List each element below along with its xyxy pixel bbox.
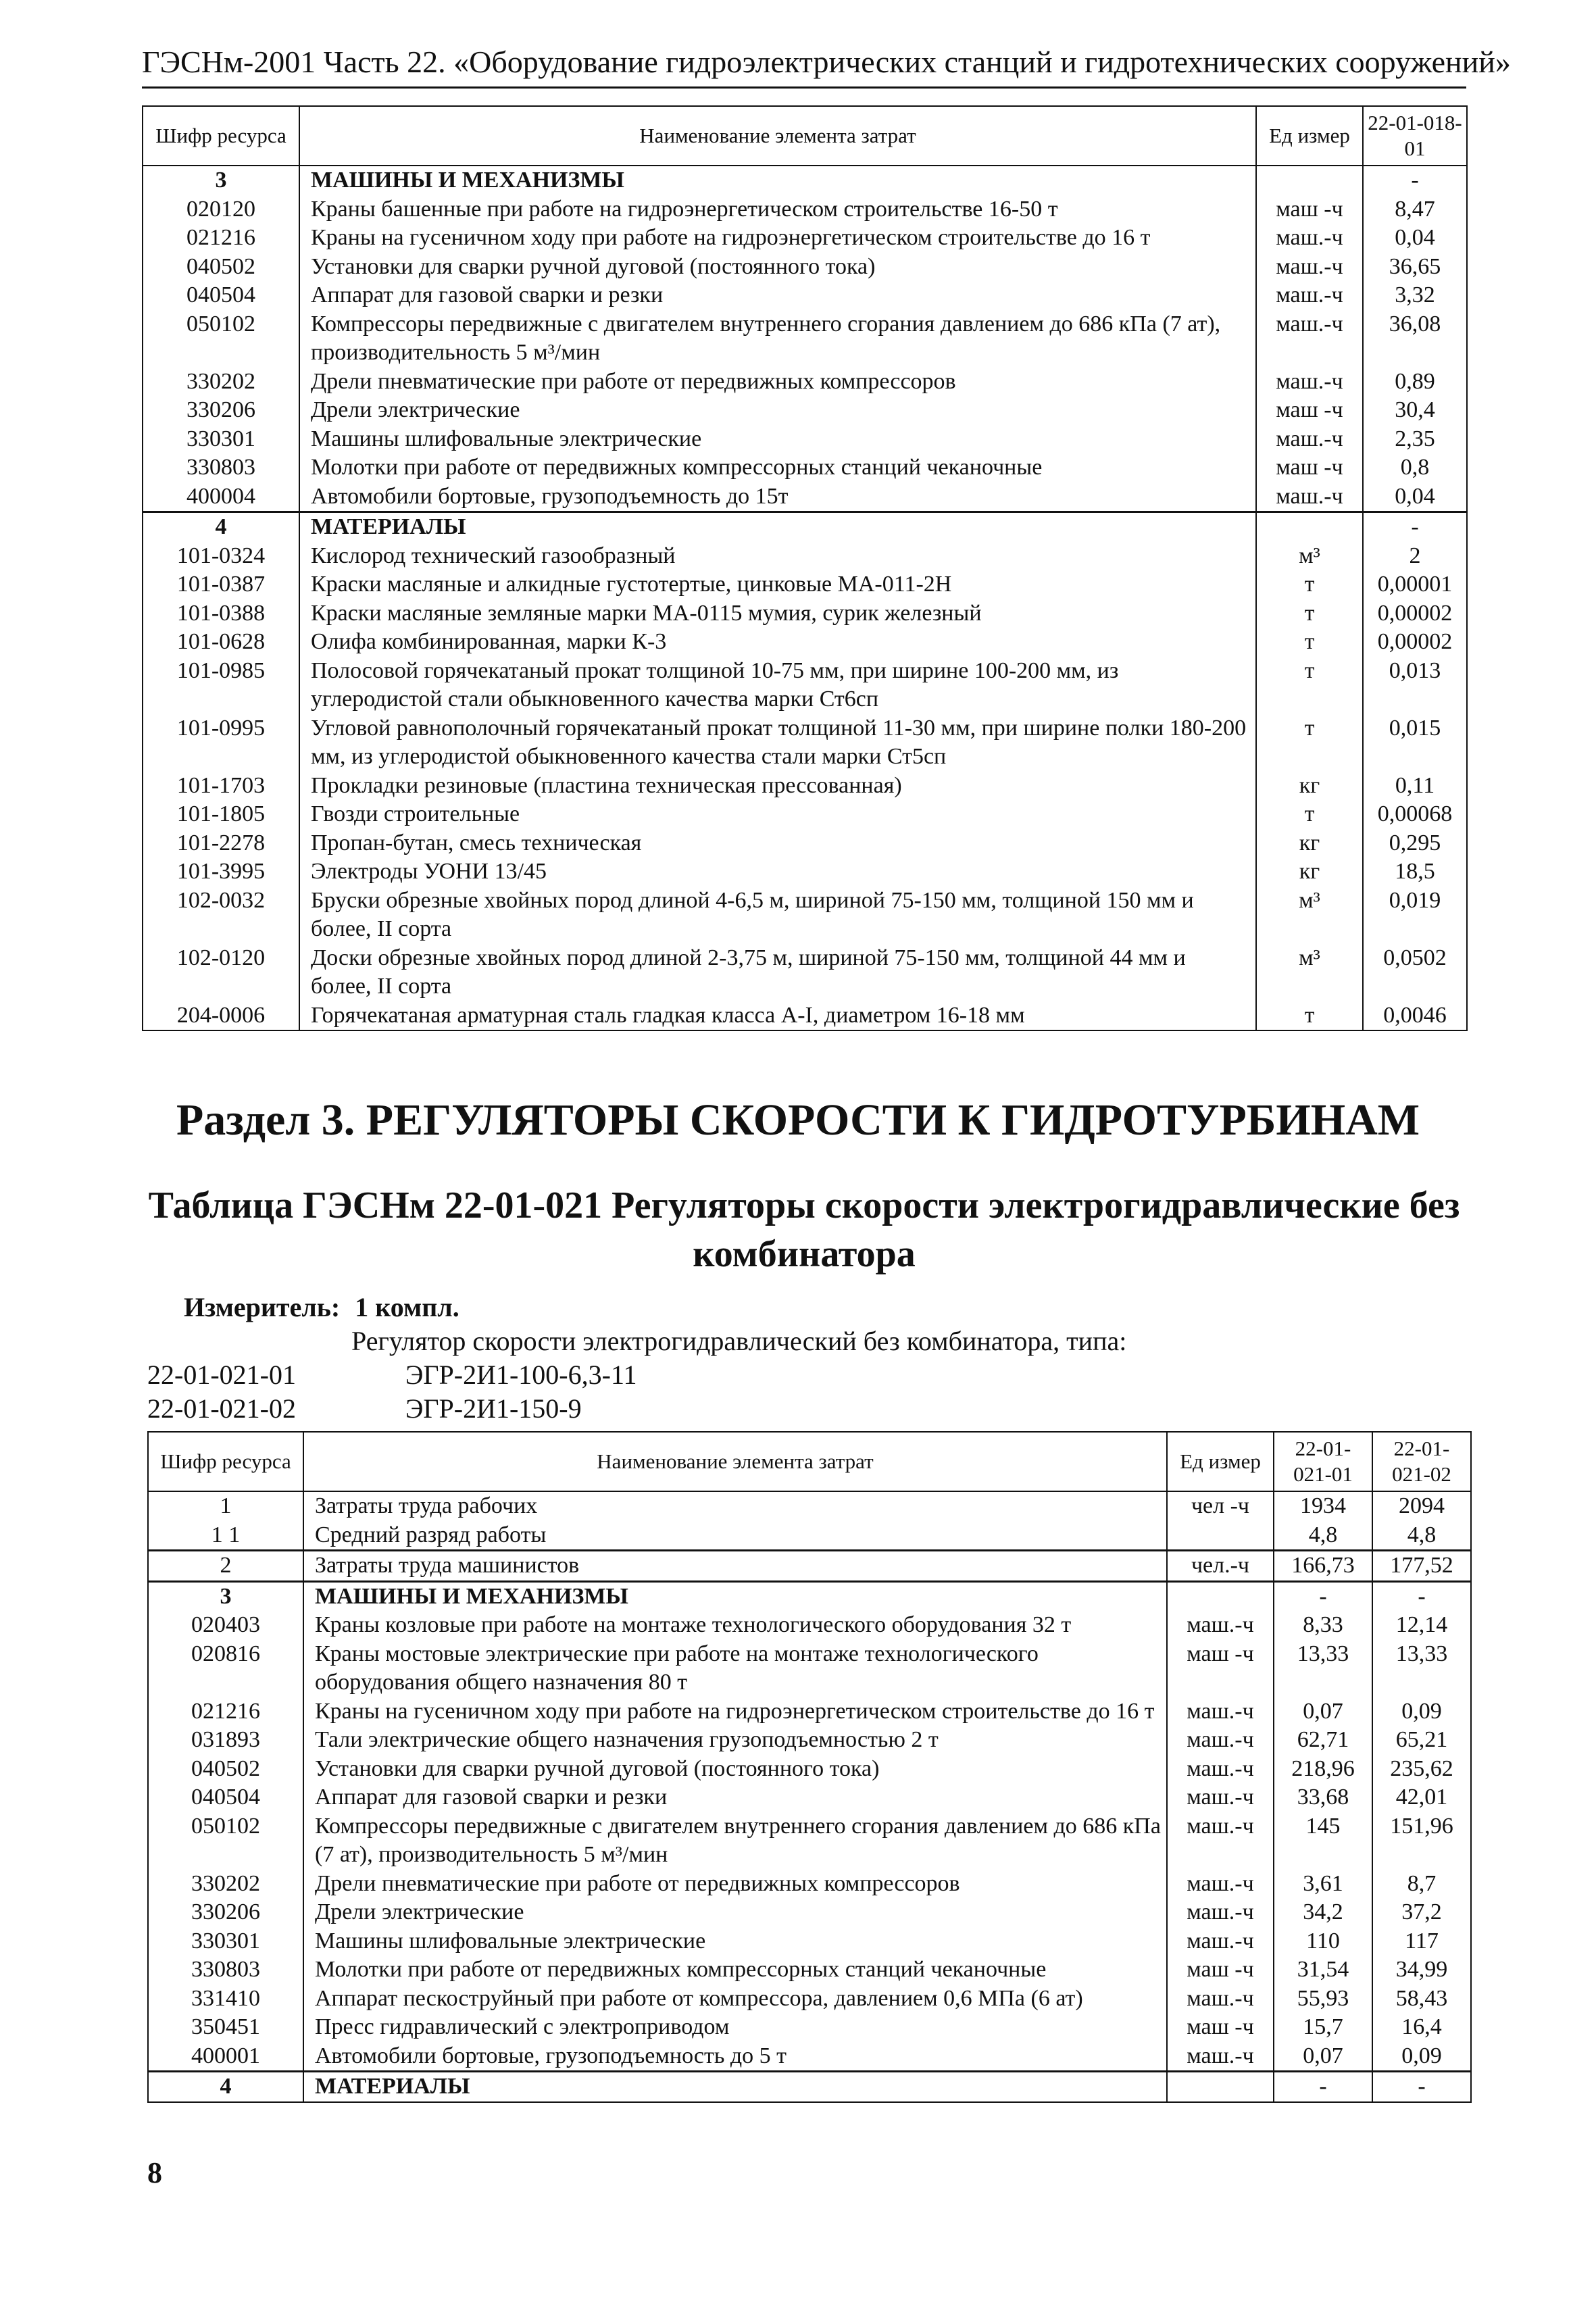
table-row — [148, 1755, 1471, 1784]
resource-code: 040504 — [143, 281, 299, 310]
table-row — [143, 253, 1467, 282]
resource-code: 400001 — [148, 2042, 303, 2072]
resource-value: 0,019 — [1363, 887, 1467, 944]
table-row — [148, 1927, 1471, 1956]
header-code: Шифр ресурса — [143, 106, 299, 166]
table-row — [148, 1697, 1471, 1726]
resource-value-2: 58,43 — [1372, 1985, 1471, 2014]
variant-row — [147, 1392, 582, 1426]
resource-name: Краны на гусеничном ходу при работе на гидроэнергетическом строительстве до 16 т — [303, 1697, 1167, 1726]
resource-unit: маш.-ч — [1167, 1697, 1274, 1726]
resource-table-021 — [147, 1431, 1472, 2103]
resource-value: 36,65 — [1363, 253, 1467, 282]
resource-value-2: 13,33 — [1372, 1640, 1471, 1697]
resource-code: 101-0324 — [143, 542, 299, 571]
resource-name: Доски обрезные хвойных пород длиной 2-3,75 м, шириной 75-150 мм, толщиной 44 мм и более, II сорта — [299, 944, 1256, 1001]
resource-code: 3 — [143, 166, 299, 195]
resource-value-1: 218,96 — [1274, 1755, 1372, 1784]
resource-value: 0,00002 — [1363, 628, 1467, 657]
resource-value-2: 42,01 — [1372, 1783, 1471, 1812]
resource-value-2: 37,2 — [1372, 1898, 1471, 1927]
resource-value-1: 3,61 — [1274, 1870, 1372, 1899]
resource-unit: кг — [1256, 829, 1363, 858]
table-row — [148, 2042, 1471, 2072]
table-row — [148, 1985, 1471, 2014]
table-row — [148, 1870, 1471, 1899]
resource-code: 101-1703 — [143, 772, 299, 801]
table-row — [143, 829, 1467, 858]
resource-unit: м³ — [1256, 542, 1363, 571]
running-header: ГЭСНм-2001 Часть 22. «Оборудование гидроэлектрических станций и гидротехнических сооружений» — [142, 45, 1511, 79]
resource-code: 101-1805 — [143, 800, 299, 829]
resource-unit: т — [1256, 800, 1363, 829]
table-row — [148, 2072, 1471, 2102]
table-row — [143, 599, 1467, 628]
resource-name: Краны на гусеничном ходу при работе на гидроэнергетическом строительстве до 16 т — [299, 224, 1256, 253]
resource-value-2: - — [1372, 1581, 1471, 1611]
resource-name: Компрессоры передвижные с двигателем внутреннего сгорания давлением до 686 кПа (7 ат), производительность 5 м³/мин — [303, 1812, 1167, 1870]
resource-value-2: 2094 — [1372, 1491, 1471, 1521]
table-row — [143, 800, 1467, 829]
resource-code: 102-0032 — [143, 887, 299, 944]
table-row — [143, 887, 1467, 944]
resource-value: - — [1363, 512, 1467, 542]
resource-name: Краны козловые при работе на монтаже технологического оборудования 32 т — [303, 1611, 1167, 1640]
resource-value: 30,4 — [1363, 396, 1467, 425]
table-row — [143, 628, 1467, 657]
header-unit: Ед измер — [1167, 1432, 1274, 1491]
resource-value: 18,5 — [1363, 857, 1467, 887]
resource-value-1: - — [1274, 1581, 1372, 1611]
resource-unit: маш -ч — [1256, 195, 1363, 224]
resource-value-1: 1934 — [1274, 1491, 1372, 1521]
table-row — [143, 944, 1467, 1001]
table-row — [148, 1551, 1471, 1582]
resource-code: 040502 — [143, 253, 299, 282]
resource-unit: т — [1256, 628, 1363, 657]
resource-code: 330803 — [148, 1956, 303, 1985]
resource-unit: маш.-ч — [1256, 425, 1363, 454]
resource-name: Автомобили бортовые, грузоподъемность до 15т — [299, 482, 1256, 512]
resource-value: 0,04 — [1363, 224, 1467, 253]
resource-code: 330202 — [148, 1870, 303, 1899]
resource-code: 2 — [148, 1551, 303, 1582]
resource-value-2: 34,99 — [1372, 1956, 1471, 1985]
resource-code: 1 — [148, 1491, 303, 1521]
resource-code: 1 1 — [148, 1521, 303, 1551]
header-name: Наименование элемента затрат — [299, 106, 1256, 166]
resource-value-1: 34,2 — [1274, 1898, 1372, 1927]
table-row — [143, 281, 1467, 310]
resource-name: Бруски обрезные хвойных пород длиной 4-6,5 м, шириной 75-150 мм, толщиной 150 мм и более, II сорта — [299, 887, 1256, 944]
resource-code: 101-0995 — [143, 714, 299, 772]
resource-value: 0,295 — [1363, 829, 1467, 858]
resource-unit: маш.-ч — [1167, 1927, 1274, 1956]
resource-code: 400004 — [143, 482, 299, 512]
resource-unit: маш -ч — [1167, 2013, 1274, 2042]
resource-value: 0,00002 — [1363, 599, 1467, 628]
resource-code: 331410 — [148, 1985, 303, 2014]
resource-unit: т — [1256, 1001, 1363, 1031]
resource-name: Прокладки резиновые (пластина техническая прессованная) — [299, 772, 1256, 801]
resource-name: Олифа комбинированная, марки К-3 — [299, 628, 1256, 657]
variant-title: Регулятор скорости электрогидравлический без комбинатора, типа: — [351, 1326, 1127, 1356]
resource-name: Машины шлифовальные электрические — [299, 425, 1256, 454]
table-header-row — [148, 1432, 1471, 1491]
resource-value: 36,08 — [1363, 310, 1467, 368]
header-norm-col-2: 22-01-021-02 — [1372, 1432, 1471, 1491]
variant-type: ЭГР-2И1-100-6,3-11 — [405, 1360, 637, 1390]
variant-code: 22-01-021-02 — [147, 1393, 296, 1424]
resource-value: 2 — [1363, 542, 1467, 571]
resource-name: Электроды УОНИ 13/45 — [299, 857, 1256, 887]
resource-name: Установки для сварки ручной дуговой (постоянного тока) — [299, 253, 1256, 282]
resource-unit: м³ — [1256, 887, 1363, 944]
table-row — [143, 224, 1467, 253]
resource-unit: маш -ч — [1256, 396, 1363, 425]
resource-code: 204-0006 — [143, 1001, 299, 1031]
resource-name: Пресс гидравлический с электроприводом — [303, 2013, 1167, 2042]
resource-code: 330206 — [148, 1898, 303, 1927]
table-title: Таблица ГЭСНм 22-01-021 Регуляторы скорости электрогидравлические без комбинатора — [148, 1185, 1460, 1275]
resource-code: 4 — [148, 2072, 303, 2102]
resource-value-1: 166,73 — [1274, 1551, 1372, 1582]
resource-unit — [1167, 1581, 1274, 1611]
resource-value-1: 62,71 — [1274, 1726, 1372, 1755]
resource-code: 330202 — [143, 368, 299, 397]
header-name: Наименование элемента затрат — [303, 1432, 1167, 1491]
table-row — [143, 453, 1467, 482]
table-row — [143, 482, 1467, 512]
resource-code: 020120 — [143, 195, 299, 224]
resource-value: - — [1363, 166, 1467, 195]
table-row — [148, 1611, 1471, 1640]
resource-name: Аппарат для газовой сварки и резки — [303, 1783, 1167, 1812]
resource-unit — [1256, 166, 1363, 195]
page-number: 8 — [147, 2156, 162, 2189]
resource-value-1: 15,7 — [1274, 2013, 1372, 2042]
resource-value-2: 16,4 — [1372, 2013, 1471, 2042]
table-row — [143, 310, 1467, 368]
resource-unit — [1256, 512, 1363, 542]
resource-value: 0,015 — [1363, 714, 1467, 772]
variant-type: ЭГР-2И1-150-9 — [405, 1393, 582, 1424]
resource-name: МАТЕРИАЛЫ — [299, 512, 1256, 542]
resource-value-2: 235,62 — [1372, 1755, 1471, 1784]
resource-value-2: 12,14 — [1372, 1611, 1471, 1640]
resource-name: Затраты труда машинистов — [303, 1551, 1167, 1582]
resource-name: МАТЕРИАЛЫ — [303, 2072, 1167, 2102]
resource-value: 0,00068 — [1363, 800, 1467, 829]
resource-unit: чел -ч — [1167, 1491, 1274, 1521]
table-row — [148, 1812, 1471, 1870]
resource-value: 0,013 — [1363, 657, 1467, 714]
resource-code: 101-0388 — [143, 599, 299, 628]
resource-value-1: 31,54 — [1274, 1956, 1372, 1985]
resource-value-1: - — [1274, 2072, 1372, 2102]
resource-unit: маш -ч — [1167, 1640, 1274, 1697]
resource-name: Краны мостовые электрические при работе на монтаже технологического оборудования общего назначения 80 т — [303, 1640, 1167, 1697]
table-row — [143, 570, 1467, 599]
resource-name: Краны башенные при работе на гидроэнергетическом строительстве 16-50 т — [299, 195, 1256, 224]
resource-name: Полосовой горячекатаный прокат толщиной 10-75 мм, при ширине 100-200 мм, из углеродистой стали обыкновенного качества марки Ст6сп — [299, 657, 1256, 714]
resource-name: Тали электрические общего назначения грузоподъемностью 2 т — [303, 1726, 1167, 1755]
table-row — [148, 1581, 1471, 1611]
resource-value: 0,04 — [1363, 482, 1467, 512]
header-unit: Ед измер — [1256, 106, 1363, 166]
table-row — [143, 1001, 1467, 1031]
header-rule — [142, 86, 1466, 89]
resource-name: Затраты труда рабочих — [303, 1491, 1167, 1521]
resource-value-2: 0,09 — [1372, 2042, 1471, 2072]
resource-unit: м³ — [1256, 944, 1363, 1001]
table-row — [148, 1726, 1471, 1755]
resource-code: 3 — [148, 1581, 303, 1611]
table-row — [148, 1521, 1471, 1551]
table-row — [148, 2013, 1471, 2042]
table-row — [143, 368, 1467, 397]
table-row — [143, 425, 1467, 454]
resource-value-2: 4,8 — [1372, 1521, 1471, 1551]
resource-code: 101-2278 — [143, 829, 299, 858]
resource-code: 021216 — [148, 1697, 303, 1726]
resource-name: Дрели электрические — [299, 396, 1256, 425]
table-row — [143, 714, 1467, 772]
resource-unit: т — [1256, 657, 1363, 714]
resource-value-2: 117 — [1372, 1927, 1471, 1956]
resource-code: 050102 — [148, 1812, 303, 1870]
resource-name: Пропан-бутан, смесь техническая — [299, 829, 1256, 858]
resource-unit: маш -ч — [1256, 453, 1363, 482]
table-row — [143, 396, 1467, 425]
resource-name: Средний разряд работы — [303, 1521, 1167, 1551]
resource-value-1: 110 — [1274, 1927, 1372, 1956]
resource-unit: маш.-ч — [1167, 1783, 1274, 1812]
resource-unit: маш.-ч — [1256, 224, 1363, 253]
resource-unit: маш.-ч — [1256, 368, 1363, 397]
resource-unit — [1167, 1521, 1274, 1551]
resource-code: 020816 — [148, 1640, 303, 1697]
resource-value: 0,0046 — [1363, 1001, 1467, 1031]
resource-code: 330206 — [143, 396, 299, 425]
resource-name: Горячекатаная арматурная сталь гладкая класса А-I, диаметром 16-18 мм — [299, 1001, 1256, 1031]
resource-code: 350451 — [148, 2013, 303, 2042]
resource-value-1: 13,33 — [1274, 1640, 1372, 1697]
resource-value-1: 33,68 — [1274, 1783, 1372, 1812]
resource-unit: маш.-ч — [1167, 1812, 1274, 1870]
resource-code: 101-0985 — [143, 657, 299, 714]
table-row — [148, 1898, 1471, 1927]
resource-name: Установки для сварки ручной дуговой (постоянного тока) — [303, 1755, 1167, 1784]
resource-value: 3,32 — [1363, 281, 1467, 310]
resource-unit: т — [1256, 714, 1363, 772]
resource-value: 0,8 — [1363, 453, 1467, 482]
resource-value: 0,00001 — [1363, 570, 1467, 599]
resource-value-1: 0,07 — [1274, 1697, 1372, 1726]
variant-code: 22-01-021-01 — [147, 1360, 296, 1390]
resource-value-2: 151,96 — [1372, 1812, 1471, 1870]
resource-value-1: 4,8 — [1274, 1521, 1372, 1551]
table-row — [148, 1783, 1471, 1812]
resource-name: Дрели пневматические при работе от передвижных компрессоров — [299, 368, 1256, 397]
table-row — [143, 772, 1467, 801]
resource-name: Дрели электрические — [303, 1898, 1167, 1927]
meter-label: Измеритель: — [184, 1292, 341, 1322]
resource-unit: маш.-ч — [1167, 1755, 1274, 1784]
resource-unit: маш.-ч — [1167, 2042, 1274, 2072]
meter-value: 1 компл. — [355, 1292, 459, 1322]
resource-unit: маш.-ч — [1256, 253, 1363, 282]
resource-name: Аппарат для газовой сварки и резки — [299, 281, 1256, 310]
table-row — [143, 195, 1467, 224]
resource-value-2: 8,7 — [1372, 1870, 1471, 1899]
table-row — [148, 1640, 1471, 1697]
resource-code: 101-0628 — [143, 628, 299, 657]
resource-value-1: 8,33 — [1274, 1611, 1372, 1640]
variant-row — [147, 1358, 637, 1392]
resource-unit: маш.-ч — [1167, 1985, 1274, 2014]
resource-code: 330301 — [148, 1927, 303, 1956]
resource-name: Краски масляные и алкидные густотертые, цинковые МА-011-2Н — [299, 570, 1256, 599]
resource-unit: маш.-ч — [1256, 281, 1363, 310]
resource-unit: маш.-ч — [1256, 482, 1363, 512]
table-row — [148, 1491, 1471, 1521]
resource-code: 330301 — [143, 425, 299, 454]
section-title: Раздел 3. РЕГУЛЯТОРЫ СКОРОСТИ К ГИДРОТУРБИНАМ — [176, 1095, 1420, 1145]
meter-line — [184, 1291, 459, 1324]
table-row — [143, 512, 1467, 542]
resource-unit: т — [1256, 570, 1363, 599]
resource-unit: т — [1256, 599, 1363, 628]
resource-table-018 — [142, 105, 1468, 1031]
resource-code: 101-3995 — [143, 857, 299, 887]
resource-unit: чел.-ч — [1167, 1551, 1274, 1582]
resource-code: 020403 — [148, 1611, 303, 1640]
resource-name: Гвозди строительные — [299, 800, 1256, 829]
resource-name: Угловой равнополочный горячекатаный прокат толщиной 11-30 мм, при ширине полки 180-200 мм, из углеродистой обыкновенного качества стали марки Ст5сп — [299, 714, 1256, 772]
resource-name: Автомобили бортовые, грузоподъемность до 5 т — [303, 2042, 1167, 2072]
resource-code: 040504 — [148, 1783, 303, 1812]
resource-code: 4 — [143, 512, 299, 542]
resource-code: 101-0387 — [143, 570, 299, 599]
resource-code: 330803 — [143, 453, 299, 482]
resource-unit: маш.-ч — [1167, 1726, 1274, 1755]
table-row — [143, 542, 1467, 571]
resource-name: Компрессоры передвижные с двигателем внутреннего сгорания давлением до 686 кПа (7 ат), производительность 5 м³/мин — [299, 310, 1256, 368]
resource-unit: маш.-ч — [1256, 310, 1363, 368]
resource-name: МАШИНЫ И МЕХАНИЗМЫ — [303, 1581, 1167, 1611]
resource-code: 102-0120 — [143, 944, 299, 1001]
header-norm-col: 22-01-018-01 — [1363, 106, 1467, 166]
resource-value-2: - — [1372, 2072, 1471, 2102]
resource-value-2: 177,52 — [1372, 1551, 1471, 1582]
resource-unit: маш -ч — [1167, 1956, 1274, 1985]
resource-value: 8,47 — [1363, 195, 1467, 224]
resource-unit: маш.-ч — [1167, 1870, 1274, 1899]
table-row — [143, 857, 1467, 887]
resource-code: 021216 — [143, 224, 299, 253]
resource-name: Молотки при работе от передвижных компрессорных станций чеканочные — [299, 453, 1256, 482]
resource-value: 0,0502 — [1363, 944, 1467, 1001]
header-code: Шифр ресурса — [148, 1432, 303, 1491]
table-row — [143, 657, 1467, 714]
resource-code: 040502 — [148, 1755, 303, 1784]
resource-value: 2,35 — [1363, 425, 1467, 454]
resource-name: Молотки при работе от передвижных компрессорных станций чеканочные — [303, 1956, 1167, 1985]
resource-code: 050102 — [143, 310, 299, 368]
resource-value-2: 0,09 — [1372, 1697, 1471, 1726]
resource-unit: маш.-ч — [1167, 1611, 1274, 1640]
resource-value-1: 0,07 — [1274, 2042, 1372, 2072]
resource-name: Дрели пневматические при работе от передвижных компрессоров — [303, 1870, 1167, 1899]
resource-name: Машины шлифовальные электрические — [303, 1927, 1167, 1956]
resource-value-2: 65,21 — [1372, 1726, 1471, 1755]
resource-code: 031893 — [148, 1726, 303, 1755]
resource-value: 0,89 — [1363, 368, 1467, 397]
resource-unit: кг — [1256, 857, 1363, 887]
table-row — [148, 1956, 1471, 1985]
resource-unit — [1167, 2072, 1274, 2102]
table-header-row — [143, 106, 1467, 166]
header-norm-col-1: 22-01-021-01 — [1274, 1432, 1372, 1491]
table-row — [143, 166, 1467, 195]
resource-name: МАШИНЫ И МЕХАНИЗМЫ — [299, 166, 1256, 195]
resource-unit: кг — [1256, 772, 1363, 801]
resource-unit: маш.-ч — [1167, 1898, 1274, 1927]
resource-value-1: 145 — [1274, 1812, 1372, 1870]
resource-name: Кислород технический газообразный — [299, 542, 1256, 571]
resource-name: Краски масляные земляные марки МА-0115 мумия, сурик железный — [299, 599, 1256, 628]
resource-value: 0,11 — [1363, 772, 1467, 801]
resource-value-1: 55,93 — [1274, 1985, 1372, 2014]
resource-name: Аппарат пескоструйный при работе от компрессора, давлением 0,6 МПа (6 ат) — [303, 1985, 1167, 2014]
